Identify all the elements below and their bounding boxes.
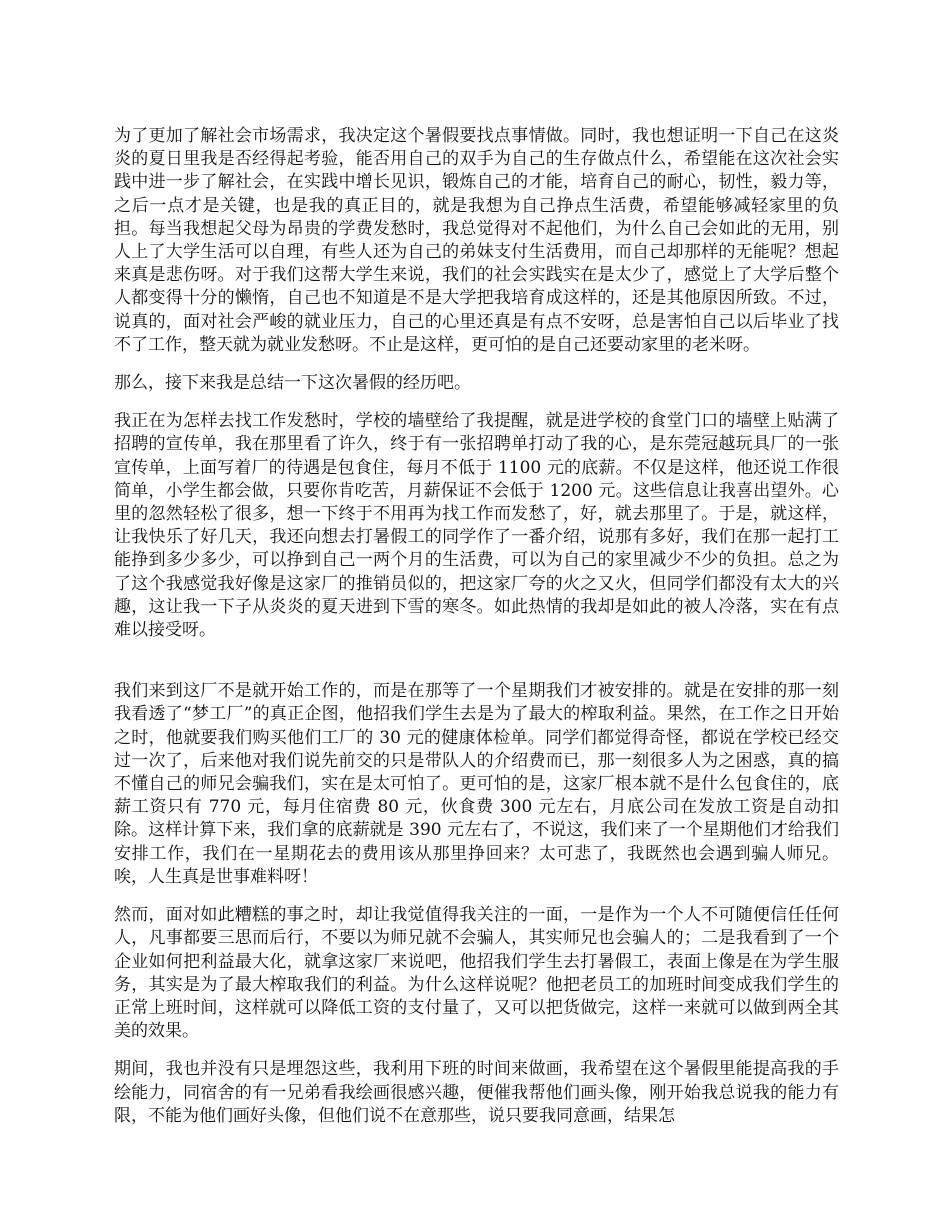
paragraph-factory-experience: 我们来到这厂不是就开始工作的，而是在那等了一个星期我们才被安排的。就是在安排的那一刻我看透了“梦工厂”的真正企图，他招我们学生去是为了最大的榨取利益。果然，在工作之日开始之时，他就要我们购买他们工厂的 30 元的健康体检单。同学们都觉得奇怪，都说在学校已经交过一次了，后来他对我们说先前交的只是带队人的介绍费而已，那一刻很多人为之困惑，真的搞不懂自己的师兄会骗我们，实在是太可怕了。更可怕的是，这家厂根本就不是什么包食住的，底薪工资只有 770 元，每月住宿费 80 元，伙食费 300 元左右，月底公司在发放工资是自动扣除。这样计算下来，我们拿的底薪就是 390 元左右了，不说这，我们来了一个星期他们才给我们安排工作，我们在一星期花去的费用该从那里挣回来？太可悲了，我既然也会遇到骗人师兄。唉，人生真是世事难料呀！: [114, 681, 839, 887]
paragraph-summary-intro: 那么，接下来我是总结一下这次暑假的经历吧。: [114, 373, 471, 394]
paragraph-job-search: 我正在为怎样去找工作发愁时，学校的墙壁给了我提醒，就是进学校的食堂门口的墙壁上贴满了招聘的宣传单，我在那里看了许久，终于有一张招聘单打动了我的心，是东莞冠越玩具厂的一张宣传单，上面写着厂的待遇是包食住，每月不低于 1100 元的底薪。不仅是这样，他还说工作很简单，小学生都会做，只要你肯吃苦，月薪保证不会低于 1200 元。这些信息让我喜出望外。心里的忽然轻松了很多，想一下终于不用再为找工作而发愁了，好，就去那里了。于是，就这样，让我快乐了好几天，我还向想去打暑假工的同学作了一番介绍，说那有多好，我们在那一起打工能挣到多少多少，可以挣到自己一两个月的生活费，可以为自己的家里减少不少的负担。总之为了这个我感觉我好像是这家厂的推销员似的，把这家厂夸的火之又火，但同学们都没有太大的兴趣，这让我一下子从炎炎的夏天进到下雪的寒冬。如此热情的我却是如此的被人冷落，实在有点难以接受呀。: [114, 411, 839, 641]
document-body: [114, 125, 839, 1143]
paragraph-motivation: 为了更加了解社会市场需求，我决定这个暑假要找点事情做。同时，我也想证明一下自己在这炎炎的夏日里我是否经得起考验，能否用自己的双手为自己的生存做点什么，希望能在这次社会实践中进一步了解社会，在实践中增长见识，锻炼自己的才能，培育自己的耐心，韧性，毅力等，之后一点才是关键，也是我的真正目的，就是我想为自己挣点生活费，希望能够减轻家里的负担。每当我想起父母为昂贵的学费发愁时，我总觉得对不起他们，为什么自己会如此的无用，别人上了大学生活可以自理，有些人还为自己的弟妹支付生活费用，而自己却那样的无能呢？想起来真是悲伤呀。对于我们这帮大学生来说，我们的社会实践实在是太少了，感觉上了大学后整个人都变得十分的懒惰，自己也不知道是不是大学把我培育成这样的，还是其他原因所致。不过，说真的，面对社会严峻的就业压力，自己的心里还真是有点不安呀，总是害怕自己以后毕业了找不了工作，整天就为就业发愁呀。不止是这样，更可怕的是自己还要动家里的老米呀。: [114, 126, 839, 355]
paragraph-reflection: 然而，面对如此糟糕的事之时，却让我觉值得我关注的一面，一是作为一个人不可随便信任任何人，凡事都要三思而后行，不要以为师兄就不会骗人，其实师兄也会骗人的；二是我看到了一个企业如何把利益最大化，就拿这家厂来说吧，他招我们学生去打暑假工，表面上像是在为学生服务，其实是为了最大榨取我们的利益。为什么这样说呢？他把老员工的加班时间变成我们学生的正常上班时间，这样就可以降低工资的支付量了，又可以把货做完，这样一来就可以做到两全其美的效果。: [114, 905, 839, 1042]
blank-line: [114, 657, 839, 680]
paragraph-drawing: 期间，我也并没有只是埋怨这些，我利用下班的时间来做画，我希望在这个暑假里能提高我的手绘能力，同宿舍的有一兄弟看我绘画很感兴趣，便催我帮他们画头像，刚开始我总说我的能力有限，不能为他们画好头像，但他们说不在意那些，说只要我同意画，结果怎: [114, 1059, 839, 1126]
